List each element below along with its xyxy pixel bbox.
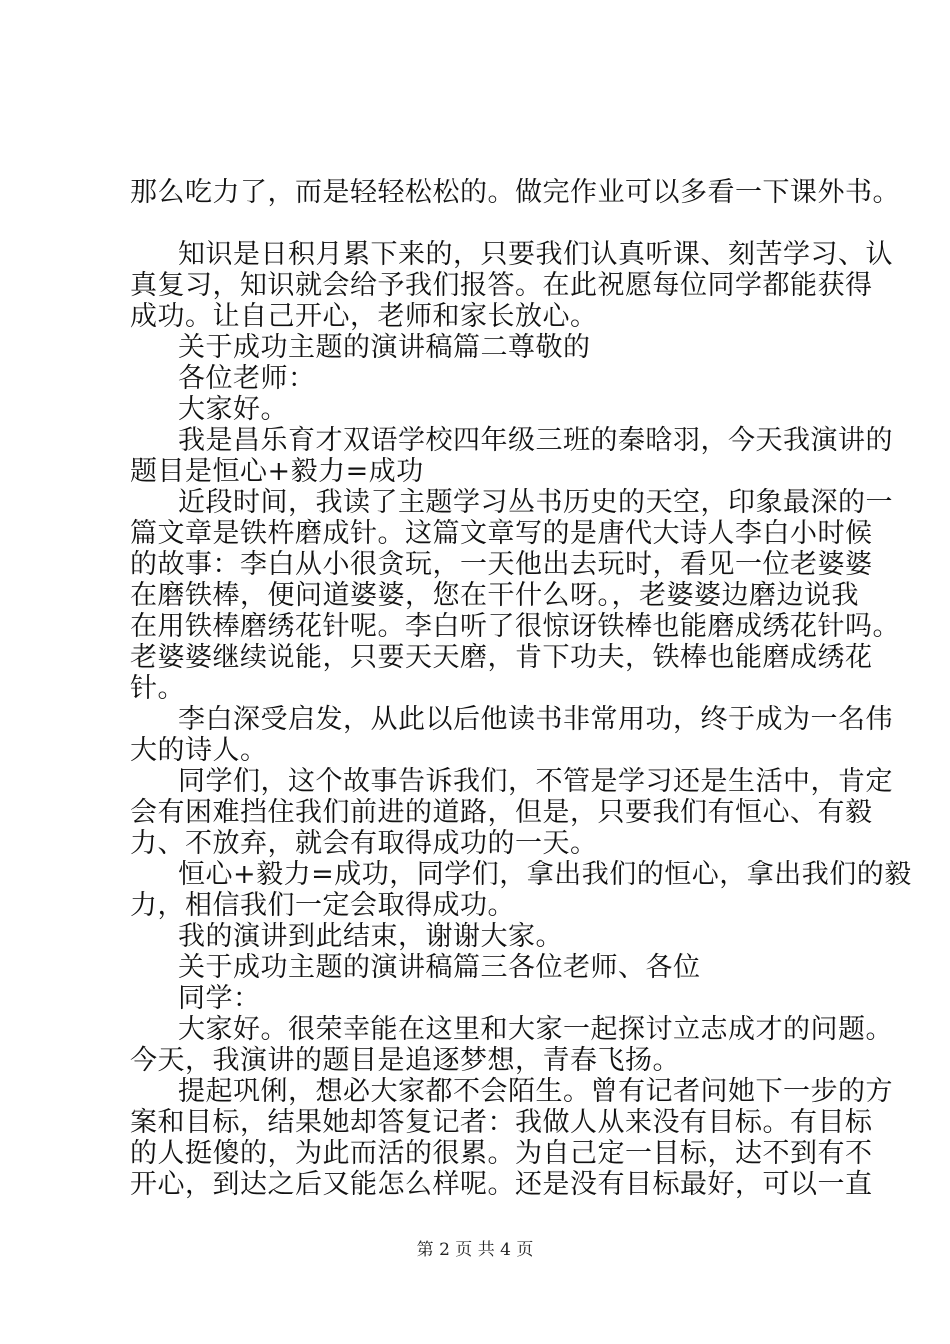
text-line: 真复习，知识就会给予我们报答。在此祝愿每位同学都能获得: [130, 270, 873, 301]
text-line: 各位老师：: [178, 363, 316, 394]
section-heading: 关于成功主题的演讲稿篇三各位老师、各位: [178, 952, 701, 983]
text-line: 在用铁棒磨绣花针呢。李白听了很惊讶铁棒也能磨成绣花针吗。: [130, 611, 900, 642]
text-line: 今天，我演讲的题目是追逐梦想，青春飞扬。: [130, 1045, 680, 1076]
text-line: 近段时间，我读了主题学习丛书历史的天空，印象最深的一: [178, 487, 893, 518]
text-line: 案和目标，结果她却答复记者：我做人从来没有目标。有目标: [130, 1107, 873, 1138]
text-line: 篇文章是铁杵磨成针。这篇文章写的是唐代大诗人李白小时候: [130, 518, 873, 549]
text-line: 知识是日积月累下来的，只要我们认真听课、刻苦学习、认: [178, 239, 893, 270]
text-line: 李白深受启发，从此以后他读书非常用功，终于成为一名伟: [178, 704, 893, 735]
text-line: 的人挺傻的，为此而活的很累。为自己定一目标，达不到有不: [130, 1138, 873, 1169]
text-line: 同学：: [178, 983, 261, 1014]
text-line: 的故事：李白从小很贪玩，一天他出去玩时，看见一位老婆婆: [130, 549, 873, 580]
text-line: 老婆婆继续说能，只要天天磨，肯下功夫，铁棒也能磨成绣花: [130, 642, 873, 673]
text-line: 力、不放弃，就会有取得成功的一天。: [130, 828, 598, 859]
text-line: 在磨铁棒，便问道婆婆，您在干什么呀。，老婆婆边磨边说我: [130, 580, 859, 611]
text-line: 提起巩俐，想必大家都不会陌生。曾有记者问她下一步的方: [178, 1076, 893, 1107]
text-line: 恒心+毅力=成功，同学们，拿出我们的恒心，拿出我们的毅: [178, 859, 912, 890]
text-line: 会有困难挡住我们前进的道路，但是，只要我们有恒心、有毅: [130, 797, 873, 828]
text-line: 力，相信我们一定会取得成功。: [130, 890, 515, 921]
text-line: 那么吃力了，而是轻轻松松的。做完作业可以多看一下课外书。: [130, 177, 900, 208]
text-line: 大家好。很荣幸能在这里和大家一起探讨立志成才的问题。: [178, 1014, 893, 1045]
text-line: 大的诗人。: [130, 735, 268, 766]
section-heading: 关于成功主题的演讲稿篇二尊敬的: [178, 332, 591, 363]
text-line: 同学们，这个故事告诉我们，不管是学习还是生活中，肯定: [178, 766, 893, 797]
text-line: 我的演讲到此结束，谢谢大家。: [178, 921, 563, 952]
page-number-footer: 第 2 页 共 4 页: [416, 1240, 534, 1260]
text-line: 开心，到达之后又能怎么样呢。还是没有目标最好，可以一直: [130, 1169, 873, 1200]
text-line: 成功。让自己开心，老师和家长放心。: [130, 301, 598, 332]
text-line: 针。: [130, 673, 185, 704]
text-line: 大家好。: [178, 394, 288, 425]
text-line: 我是昌乐育才双语学校四年级三班的秦晗羽，今天我演讲的: [178, 425, 893, 456]
text-line: 题目是恒心+毅力=成功: [130, 456, 424, 487]
